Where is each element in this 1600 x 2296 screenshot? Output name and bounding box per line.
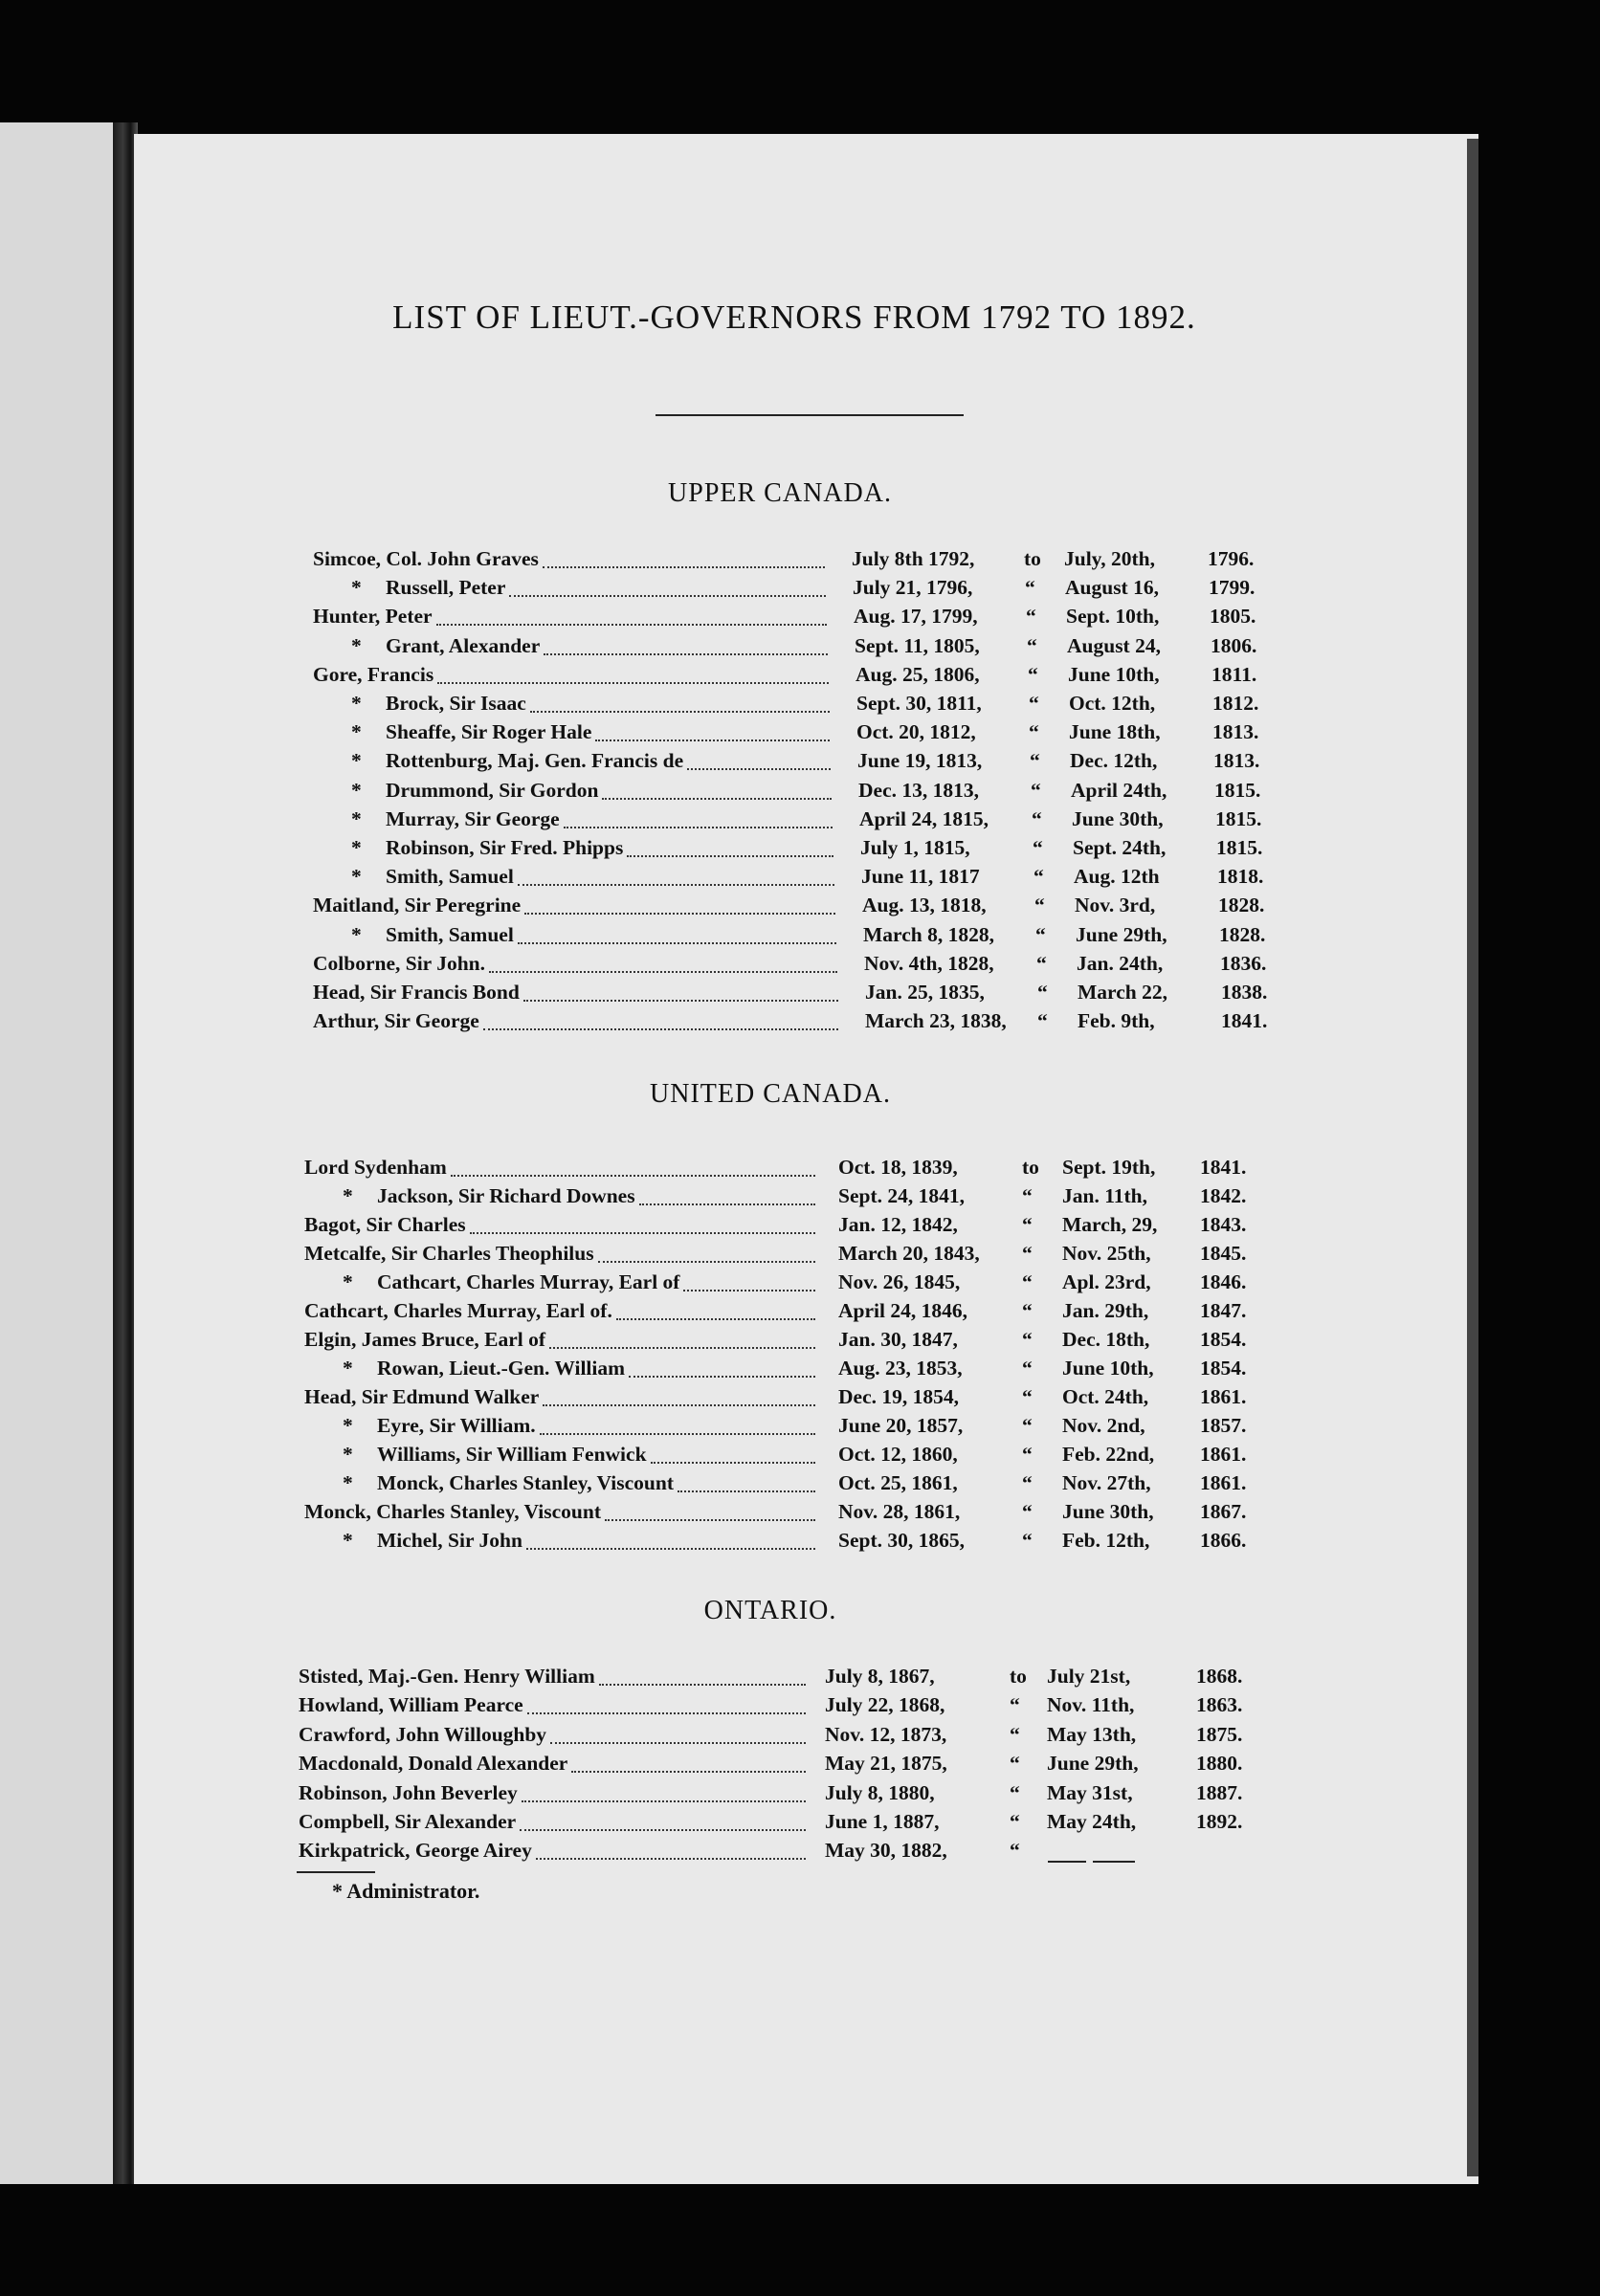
end-date: Oct. 24th, [1062, 1385, 1149, 1408]
administrator-marker: * [343, 1357, 353, 1380]
governor-name: Grant, Alexander [386, 633, 541, 657]
dot-leader [536, 1858, 806, 1860]
separator: “ [1022, 1299, 1033, 1322]
governor-name: Crawford, John Willoughby [299, 1722, 547, 1746]
governor-name: Head, Sir Francis Bond [313, 981, 520, 1004]
governor-name: Lord Sydenham [304, 1156, 447, 1179]
start-date: July 8th 1792, [852, 547, 975, 570]
separator: “ [1010, 1810, 1020, 1833]
end-year: 1812. [1212, 692, 1259, 715]
separator: “ [1022, 1328, 1033, 1351]
list-item [0, 1443, 1340, 1471]
end-year: 1887. [1196, 1780, 1243, 1804]
start-date: May 30, 1882, [825, 1839, 947, 1863]
governor-name: Eyre, Sir William. [377, 1414, 536, 1437]
end-year: 1841. [1200, 1156, 1247, 1179]
administrator-marker: * [351, 865, 362, 889]
separator: “ [1034, 894, 1045, 917]
end-year: 1861. [1200, 1443, 1247, 1466]
administrator-marker: * [343, 1184, 353, 1207]
footnote-rule [297, 1871, 375, 1873]
governor-name: Smith, Samuel [386, 922, 514, 946]
end-year: 1815. [1215, 806, 1262, 830]
end-date: Nov. 11th, [1047, 1693, 1135, 1717]
start-date: Aug. 13, 1818, [862, 894, 987, 917]
start-date: June 19, 1813, [857, 749, 983, 773]
separator: “ [1022, 1414, 1033, 1437]
end-date: Oct. 12th, [1069, 692, 1156, 715]
end-year: 1838. [1221, 981, 1268, 1004]
end-date: July 21st, [1047, 1665, 1131, 1688]
end-date: August 16, [1065, 576, 1159, 600]
list-item [0, 1299, 1340, 1328]
section-heading: UPPER CANADA. [668, 478, 892, 508]
administrator-marker: * [351, 692, 362, 715]
list-item [0, 1781, 1340, 1810]
end-date: Nov. 25th, [1062, 1242, 1151, 1265]
dot-leader [483, 1028, 838, 1030]
end-year: 1799. [1209, 576, 1256, 600]
list-item [0, 952, 1340, 981]
start-date: July 8, 1867, [825, 1665, 935, 1688]
start-date: Sept. 11, 1805, [855, 633, 980, 657]
end-date: June 29th, [1076, 922, 1167, 946]
end-year: 1892. [1196, 1810, 1243, 1833]
governor-name: Bagot, Sir Charles [304, 1213, 466, 1236]
end-year: 1857. [1200, 1414, 1247, 1437]
dot-leader [683, 1290, 815, 1292]
administrator-marker: * [351, 749, 362, 773]
governor-name: Head, Sir Edmund Walker [304, 1385, 540, 1408]
dot-leader [540, 1433, 815, 1435]
governor-name: Cathcart, Charles Murray, Earl of. [304, 1299, 612, 1322]
separator: “ [1030, 749, 1040, 773]
administrator-marker: * [351, 633, 362, 657]
end-date: Jan. 29th, [1062, 1299, 1149, 1322]
right-page-edge [1467, 139, 1478, 2176]
separator: “ [1035, 922, 1046, 946]
start-date: June 11, 1817 [861, 865, 980, 889]
start-date: Nov. 28, 1861, [838, 1500, 961, 1523]
separator: “ [1033, 836, 1043, 859]
separator: “ [1026, 605, 1036, 629]
separator: “ [1022, 1500, 1033, 1523]
separator: “ [1022, 1213, 1033, 1236]
separator: “ [1010, 1839, 1020, 1863]
start-date: Sept. 30, 1865, [838, 1529, 965, 1552]
end-year: 1811. [1211, 662, 1257, 686]
end-year: 1828. [1219, 922, 1266, 946]
start-date: Aug. 17, 1799, [854, 605, 978, 629]
separator: “ [1022, 1357, 1033, 1380]
governor-name: Metcalfe, Sir Charles Theophilus [304, 1242, 594, 1265]
dot-leader [595, 740, 830, 741]
administrator-marker: * [351, 778, 362, 802]
separator: to [1010, 1665, 1027, 1688]
dot-leader [520, 1829, 806, 1831]
end-year: 1875. [1196, 1722, 1243, 1746]
end-year: 1841. [1221, 1009, 1268, 1033]
list-item [0, 1213, 1340, 1242]
list-item [0, 1529, 1340, 1557]
end-year: 1868. [1196, 1665, 1243, 1688]
separator: “ [1032, 806, 1042, 830]
end-date: June 10th, [1068, 662, 1160, 686]
end-date: Dec. 18th, [1062, 1328, 1150, 1351]
list-item [0, 1385, 1340, 1414]
start-date: Oct. 20, 1812, [856, 720, 976, 744]
list-item [0, 605, 1340, 633]
start-date: July 8, 1880, [825, 1780, 935, 1804]
dot-leader [549, 1347, 815, 1349]
end-date: Jan. 11th, [1062, 1184, 1148, 1207]
dot-leader [518, 942, 836, 944]
administrator-marker: * [343, 1414, 353, 1437]
separator: “ [1031, 778, 1041, 802]
start-date: May 21, 1875, [825, 1752, 947, 1776]
dot-leader [598, 1261, 815, 1263]
governor-name: Robinson, John Beverley [299, 1780, 518, 1804]
dot-leader [522, 1800, 806, 1802]
dot-leader [518, 884, 834, 886]
end-year: 1842. [1200, 1184, 1247, 1207]
start-date: Aug. 23, 1853, [838, 1357, 963, 1380]
separator: “ [1029, 720, 1039, 744]
end-date: August 24, [1067, 633, 1161, 657]
separator: “ [1010, 1693, 1020, 1717]
end-date: Feb. 9th, [1078, 1009, 1155, 1033]
dot-leader [489, 971, 837, 973]
governor-name: Drummond, Sir Gordon [386, 778, 599, 802]
dot-leader [523, 1000, 838, 1002]
dot-leader [451, 1175, 815, 1177]
end-year: 1863. [1196, 1693, 1243, 1717]
page-title: LIST OF LIEUT.-GOVERNORS FROM 1792 TO 1892. [392, 298, 1196, 336]
end-year: 1813. [1213, 749, 1260, 773]
dot-leader [543, 566, 825, 568]
end-year: 1836. [1220, 951, 1267, 975]
dot-leader [509, 595, 826, 597]
administrator-marker: * [343, 1270, 353, 1293]
governor-name: Williams, Sir William Fenwick [377, 1443, 647, 1466]
administrator-marker: * [343, 1471, 353, 1494]
list-item [0, 749, 1340, 778]
title-rule [656, 414, 964, 416]
list-item [0, 1752, 1340, 1780]
list-item [0, 836, 1340, 865]
start-date: Aug. 25, 1806, [856, 662, 980, 686]
dot-leader [651, 1462, 815, 1464]
dot-leader [616, 1318, 815, 1320]
dot-leader [687, 768, 831, 770]
start-date: Jan. 12, 1842, [838, 1213, 958, 1236]
start-date: March 20, 1843, [838, 1242, 980, 1265]
end-date: Nov. 2nd, [1062, 1414, 1145, 1437]
governor-name: Arthur, Sir George [313, 1009, 479, 1033]
end-date: Feb. 12th, [1062, 1529, 1150, 1552]
start-date: Sept. 24, 1841, [838, 1184, 965, 1207]
section-heading: UNITED CANADA. [650, 1079, 891, 1109]
list-item [0, 1471, 1340, 1500]
administrator-marker: * [351, 836, 362, 859]
section-heading: ONTARIO. [703, 1596, 837, 1625]
separator: “ [1010, 1780, 1020, 1804]
start-date: Dec. 19, 1854, [838, 1385, 959, 1408]
governor-name: Jackson, Sir Richard Downes [377, 1184, 635, 1207]
list-item [0, 1328, 1340, 1357]
end-year: 1861. [1200, 1385, 1247, 1408]
list-item [0, 779, 1340, 807]
start-date: Nov. 12, 1873, [825, 1722, 947, 1746]
end-year: 1806. [1211, 633, 1257, 657]
list-item [0, 807, 1340, 836]
end-date: Nov. 3rd, [1075, 894, 1156, 917]
dot-leader [527, 1712, 806, 1714]
end-year: 1866. [1200, 1529, 1247, 1552]
start-date: Nov. 26, 1845, [838, 1270, 961, 1293]
governor-name: Hunter, Peter [313, 605, 433, 629]
end-year: 1843. [1200, 1213, 1247, 1236]
end-year: 1847. [1200, 1299, 1247, 1322]
end-date: Sept. 19th, [1062, 1156, 1156, 1179]
governor-name: Rowan, Lieut.-Gen. William [377, 1357, 626, 1380]
dot-leader [629, 1376, 815, 1378]
separator: “ [1033, 865, 1044, 889]
end-date: Feb. 22nd, [1062, 1443, 1155, 1466]
start-date: June 1, 1887, [825, 1810, 940, 1833]
start-date: Oct. 25, 1861, [838, 1471, 958, 1494]
dot-leader [599, 1684, 806, 1686]
separator: “ [1037, 981, 1048, 1004]
dot-leader [639, 1203, 815, 1205]
list-item [0, 1156, 1340, 1184]
governor-name: Macdonald, Donald Alexander [299, 1752, 568, 1776]
list-item [0, 576, 1340, 605]
start-date: Nov. 4th, 1828, [864, 951, 994, 975]
administrator-marker: * [351, 922, 362, 946]
governor-name: Robinson, Sir Fred. Phipps [386, 836, 624, 859]
list-item [0, 1723, 1340, 1752]
governor-name: Elgin, James Bruce, Earl of [304, 1328, 546, 1351]
dot-leader [526, 1548, 815, 1550]
start-date: Jan. 30, 1847, [838, 1328, 958, 1351]
governor-name: Michel, Sir John [377, 1529, 522, 1552]
separator: “ [1037, 1009, 1048, 1033]
list-item [0, 1414, 1340, 1443]
administrator-marker: * [351, 806, 362, 830]
list-item [0, 894, 1340, 922]
list-item [0, 1270, 1340, 1299]
governor-name: Monck, Charles Stanley, Viscount [377, 1471, 674, 1494]
separator: “ [1025, 576, 1035, 600]
end-year: 1861. [1200, 1471, 1247, 1494]
end-date: May 13th, [1047, 1722, 1137, 1746]
governor-name: Monck, Charles Stanley, Viscount [304, 1500, 601, 1523]
administrator-marker: * [343, 1443, 353, 1466]
list-item [0, 1839, 1340, 1867]
governor-name: Rottenburg, Maj. Gen. Francis de [386, 749, 684, 773]
end-date: Dec. 12th, [1070, 749, 1158, 773]
separator: “ [1022, 1270, 1033, 1293]
separator: “ [1028, 662, 1038, 686]
governor-name: Howland, William Pearce [299, 1693, 523, 1717]
list-item [0, 865, 1340, 894]
left-page-edge [0, 122, 120, 2184]
end-date: June 30th, [1072, 806, 1164, 830]
separator: “ [1036, 951, 1047, 975]
dot-leader [543, 1404, 815, 1406]
dot-leader [564, 827, 833, 828]
start-date: June 20, 1857, [838, 1414, 964, 1437]
governor-name: Russell, Peter [386, 576, 506, 600]
governor-name: Murray, Sir George [386, 806, 560, 830]
dot-leader [530, 711, 830, 713]
separator: “ [1022, 1184, 1033, 1207]
dot-leader [602, 798, 832, 800]
governor-name: Sheaffe, Sir Roger Hale [386, 720, 592, 744]
dot-leader [470, 1232, 815, 1234]
start-date: July 22, 1868, [825, 1693, 945, 1717]
dot-leader [678, 1490, 815, 1492]
end-year: 1846. [1200, 1270, 1247, 1293]
start-date: April 24, 1846, [838, 1299, 967, 1322]
end-date: Jan. 24th, [1077, 951, 1164, 975]
start-date: July 1, 1815, [860, 836, 970, 859]
dot-leader [524, 913, 835, 915]
end-date: Sept. 10th, [1066, 605, 1160, 629]
end-year: 1815. [1214, 778, 1261, 802]
start-date: Oct. 12, 1860, [838, 1443, 958, 1466]
start-date: April 24, 1815, [859, 806, 989, 830]
separator: “ [1010, 1722, 1020, 1746]
separator: to [1022, 1156, 1039, 1179]
end-year: 1854. [1200, 1357, 1247, 1380]
end-date: Apl. 23rd, [1062, 1270, 1151, 1293]
end-date: May 24th, [1047, 1810, 1137, 1833]
dot-leader [550, 1742, 806, 1744]
list-item [0, 1810, 1340, 1839]
list-item [0, 1357, 1340, 1385]
list-item [0, 1009, 1340, 1038]
list-item [0, 634, 1340, 663]
start-date: July 21, 1796, [853, 576, 973, 600]
separator: “ [1022, 1443, 1033, 1466]
dot-leader [571, 1771, 806, 1773]
end-date: May 31st, [1047, 1780, 1133, 1804]
separator: “ [1010, 1752, 1020, 1776]
dot-leader [437, 682, 829, 684]
separator: “ [1027, 633, 1037, 657]
end-year: 1818. [1217, 865, 1264, 889]
separator: “ [1022, 1385, 1033, 1408]
end-year: 1805. [1210, 605, 1256, 629]
end-date: June 29th, [1047, 1752, 1139, 1776]
list-item [0, 1665, 1340, 1693]
governor-name: Smith, Samuel [386, 865, 514, 889]
governor-name: Kirkpatrick, George Airey [299, 1839, 532, 1863]
end-year: 1813. [1212, 720, 1259, 744]
governor-name: Maitland, Sir Peregrine [313, 894, 522, 917]
end-date: Sept. 24th, [1073, 836, 1167, 859]
end-date: April 24th, [1071, 778, 1167, 802]
start-date: March 8, 1828, [863, 922, 994, 946]
separator: “ [1022, 1529, 1033, 1552]
dot-leader [605, 1519, 815, 1521]
end-year: 1854. [1200, 1328, 1247, 1351]
start-date: Sept. 30, 1811, [856, 692, 982, 715]
list-item [0, 981, 1340, 1009]
list-item [0, 547, 1340, 576]
separator: “ [1029, 692, 1039, 715]
blank-end-date-dash [1048, 1861, 1086, 1863]
list-item [0, 1693, 1340, 1722]
dot-leader [544, 653, 828, 655]
governor-name: Colborne, Sir John. [313, 951, 485, 975]
end-date: July, 20th, [1064, 547, 1155, 570]
governor-name: Brock, Sir Isaac [386, 692, 526, 715]
list-item [0, 1242, 1340, 1270]
list-item [0, 720, 1340, 749]
administrator-marker: * [343, 1529, 353, 1552]
end-date: March, 29, [1062, 1213, 1158, 1236]
administrator-marker: * [351, 576, 362, 600]
end-date: Aug. 12th [1074, 865, 1160, 889]
end-year: 1880. [1196, 1752, 1243, 1776]
separator: “ [1022, 1242, 1033, 1265]
dot-leader [627, 855, 833, 857]
end-date: March 22, [1078, 981, 1167, 1004]
list-item [0, 923, 1340, 952]
end-date: June 30th, [1062, 1500, 1154, 1523]
separator: “ [1022, 1471, 1033, 1494]
list-item [0, 1500, 1340, 1529]
end-year: 1796. [1208, 547, 1255, 570]
end-year: 1867. [1200, 1500, 1247, 1523]
start-date: Dec. 13, 1813, [858, 778, 979, 802]
dot-leader [436, 624, 827, 626]
list-item [0, 663, 1340, 692]
governor-name: Gore, Francis [313, 662, 434, 686]
governor-name: Simcoe, Col. John Graves [313, 547, 539, 570]
end-date: Nov. 27th, [1062, 1471, 1151, 1494]
governor-name: Cathcart, Charles Murray, Earl of [377, 1270, 680, 1293]
blank-end-year-dash [1093, 1861, 1135, 1863]
start-date: March 23, 1838, [865, 1009, 1007, 1033]
end-year: 1815. [1216, 836, 1263, 859]
start-date: Jan. 25, 1835, [865, 981, 985, 1004]
end-date: June 10th, [1062, 1357, 1154, 1380]
end-year: 1845. [1200, 1242, 1247, 1265]
separator: to [1024, 547, 1041, 570]
start-date: Oct. 18, 1839, [838, 1156, 958, 1179]
governor-name: Compbell, Sir Alexander [299, 1810, 517, 1833]
list-item [0, 692, 1340, 720]
governor-name: Stisted, Maj.-Gen. Henry William [299, 1665, 595, 1688]
administrator-marker: * [351, 720, 362, 744]
footnote: * Administrator. [332, 1879, 480, 1903]
end-date: June 18th, [1069, 720, 1161, 744]
list-item [0, 1184, 1340, 1213]
end-year: 1828. [1218, 894, 1265, 917]
